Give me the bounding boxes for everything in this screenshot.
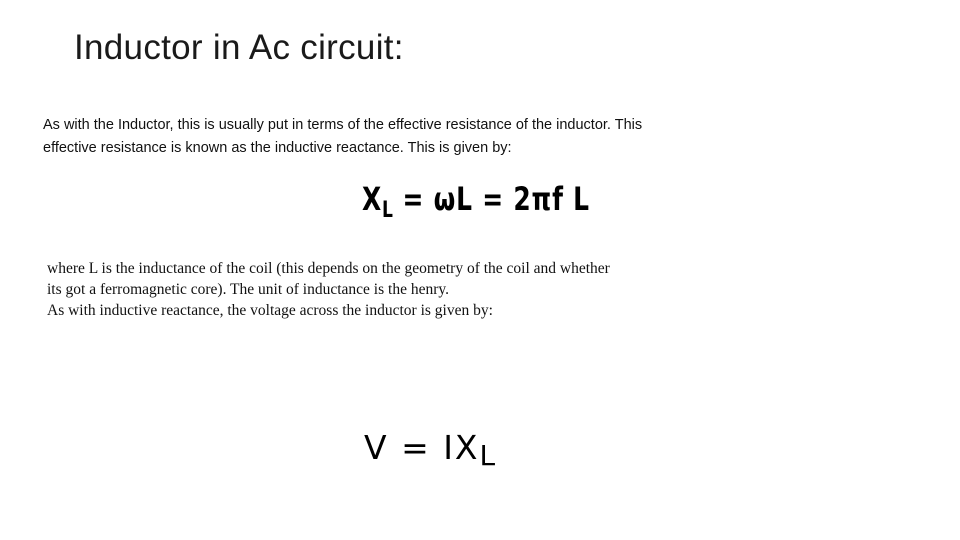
body-line: where L is the inductance of the coil (this depends on the geometry of the coil and whether	[47, 260, 610, 277]
intro-line: As with the Inductor, this is usually put in terms of the effective resistance of the inductor. This	[43, 117, 643, 133]
voltage-formula-subscript: L	[479, 439, 496, 472]
intro-line: effective resistance is known as the inductive reactance. This is given by:	[43, 140, 512, 156]
voltage-formula	[364, 428, 496, 472]
body-line: As with inductive reactance, the voltage across the inductor is given by:	[47, 302, 493, 319]
body-line: its got a ferromagnetic core). The unit of inductance is the henry.	[47, 281, 449, 298]
formula-rhs: = ωL = 2πf L	[392, 180, 590, 218]
intro-paragraph	[43, 114, 763, 160]
inductive-reactance-formula	[362, 180, 590, 223]
explanation-paragraph	[47, 258, 747, 321]
voltage-formula-main: V = IX	[364, 428, 480, 467]
formula-lhs: X	[362, 180, 383, 218]
formula-lhs-subscript: L	[382, 198, 393, 223]
slide-title: Inductor in Ac circuit:	[74, 28, 404, 67]
